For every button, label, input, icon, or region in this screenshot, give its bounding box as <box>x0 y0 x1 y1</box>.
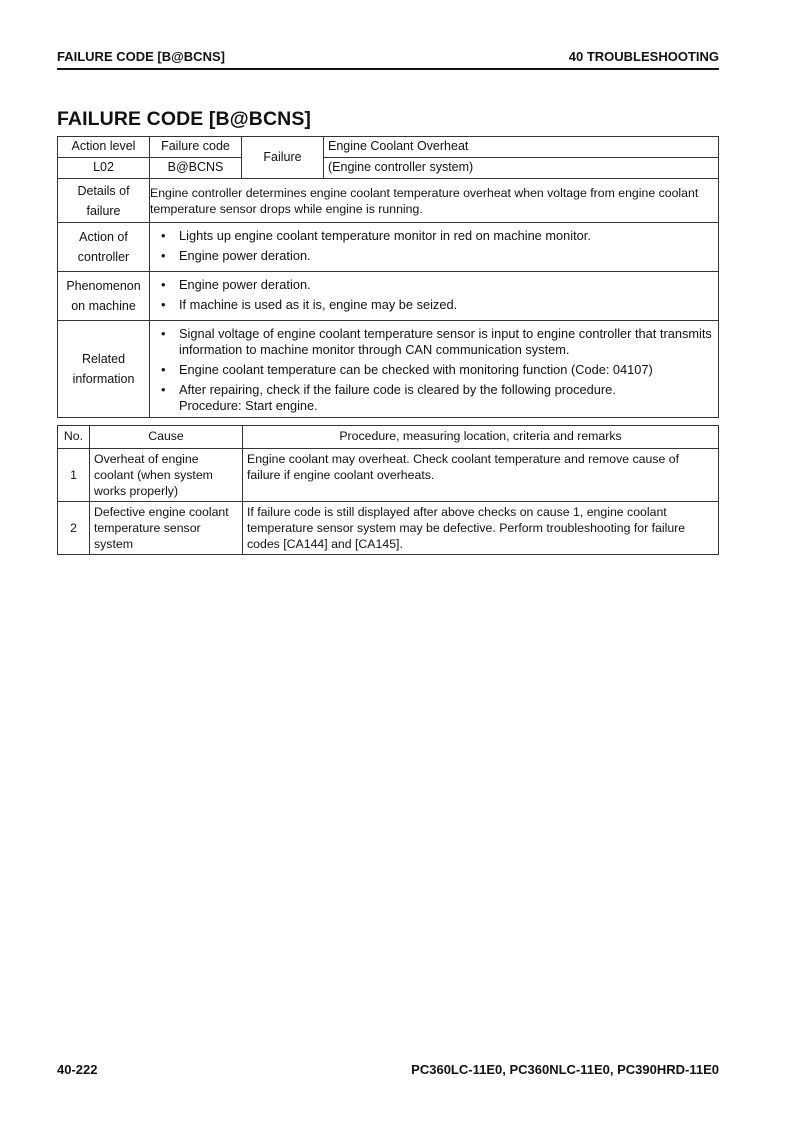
list-item-text: Engine power deration. <box>179 248 311 263</box>
list-item-text: Signal voltage of engine coolant temperature sensor is input to engine controller that transmits information to machine monitor through CAN communication system. <box>179 326 712 357</box>
details-text: Engine controller determines engine coolant temperature overheat when voltage from engine coolant temperature sensor drops while engine is running. <box>150 179 719 223</box>
table-row <box>58 502 719 555</box>
row-number: 2 <box>58 502 90 555</box>
list-item-text: After repairing, check if the failure code is cleared by the following procedure. <box>179 382 616 397</box>
page-title: FAILURE CODE [B@BCNS] <box>57 108 312 130</box>
details-label-line1: Details of <box>77 183 130 198</box>
details-label-line2: failure <box>86 203 121 218</box>
bullet-icon: • <box>161 326 166 341</box>
row-procedure: Engine coolant may overheat. Check coolant temperature and remove cause of failure if engine coolant overheats. <box>243 449 719 502</box>
list-item <box>154 382 712 414</box>
controller-label-line1: Action of <box>79 230 128 244</box>
controller-label <box>58 223 150 272</box>
list-item <box>154 277 712 293</box>
failure-code-value: B@BCNS <box>150 158 242 179</box>
bullet-icon: • <box>161 277 166 292</box>
cause-table <box>57 425 719 555</box>
procedure-column-header: Procedure, measuring location, criteria and remarks <box>243 426 719 449</box>
controller-label-line2: controller <box>77 250 130 264</box>
failure-system: (Engine controller system) <box>324 158 719 179</box>
failure-code-header: Failure code <box>150 137 242 158</box>
list-item-text: Engine power deration. <box>179 277 311 292</box>
details-label <box>58 179 150 223</box>
page-header <box>57 46 719 70</box>
row-number: 1 <box>58 449 90 502</box>
failure-info-table <box>57 136 719 418</box>
phenomenon-label-line1: Phenomenon <box>66 279 141 293</box>
list-item <box>154 297 712 313</box>
list-item-text: If machine is used as it is, engine may be seized. <box>179 297 458 312</box>
bullet-icon: • <box>161 248 166 263</box>
row-procedure: If failure code is still displayed after above checks on cause 1, engine coolant temperature sensor system may be defective. Perform troubleshooting for failure codes [CA144] and [CA145]. <box>243 502 719 555</box>
phenomenon-label <box>58 272 150 321</box>
related-label-line1: Related <box>81 352 126 366</box>
controller-actions <box>150 223 719 272</box>
cause-column-header: Cause <box>90 426 243 449</box>
list-item <box>154 248 712 264</box>
page-number: 40-222 <box>57 1062 98 1077</box>
row-cause: Defective engine coolant temperature sensor system <box>90 502 243 555</box>
list-item <box>154 362 712 378</box>
list-item-text: Lights up engine coolant temperature monitor in red on machine monitor. <box>179 228 591 243</box>
action-level-value: L02 <box>58 158 150 179</box>
table-row <box>58 449 719 502</box>
related-label <box>58 321 150 418</box>
failure-header: Failure <box>242 137 324 179</box>
procedure-text: Procedure: Start engine. <box>179 398 318 413</box>
bullet-icon: • <box>161 228 166 243</box>
list-item <box>154 228 712 244</box>
row-cause: Overheat of engine coolant (when system works properly) <box>90 449 243 502</box>
bullet-icon: • <box>161 297 166 312</box>
phenomenon-label-line2: on machine <box>71 299 136 313</box>
model-list: PC360LC-11E0, PC360NLC-11E0, PC390HRD-11E0 <box>411 1062 719 1077</box>
bullet-icon: • <box>161 362 166 377</box>
related-label-line2: information <box>72 372 135 386</box>
header-section-title: FAILURE CODE [B@BCNS] <box>57 49 225 64</box>
phenomenon-list <box>150 272 719 321</box>
failure-title: Engine Coolant Overheat <box>324 137 719 158</box>
bullet-icon: • <box>161 382 166 397</box>
action-level-header: Action level <box>58 137 150 158</box>
related-info-list <box>150 321 719 418</box>
no-column-header: No. <box>58 426 90 449</box>
list-item <box>154 326 712 358</box>
list-item-text: Engine coolant temperature can be checked with monitoring function (Code: 04107) <box>179 362 653 377</box>
header-chapter-title: 40 TROUBLESHOOTING <box>568 49 719 64</box>
